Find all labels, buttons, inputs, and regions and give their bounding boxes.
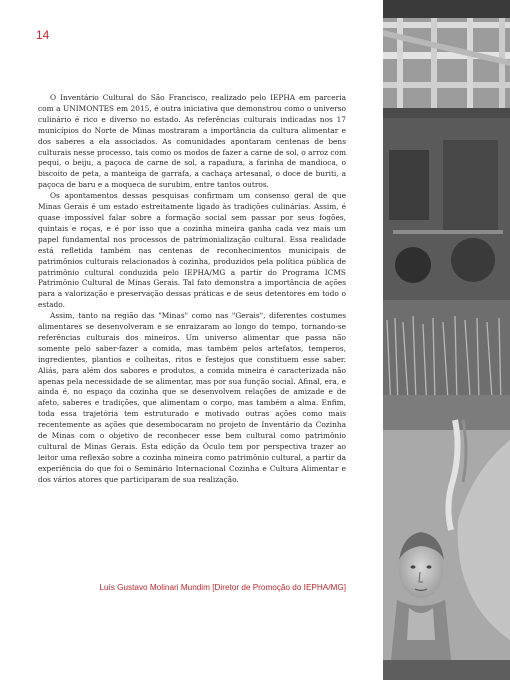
photo-illustration [383, 0, 510, 680]
article-paragraph-3: Assim, tanto na região das "Minas" como nas "Gerais", diferentes costumes alimentares se desenvolveram e se enraizaram ao longo do tempo, tornando-se referências culturais dos mineiros. Um universo alimentar que passa não somente pelo saber-fazer a comida, mas também pelos artefatos, temperos, ingredientes, plantios e colheitas, ritos e festejos que constituem esse saber. Aliás, para além dos sabores e produtos, a comida mineira é caracterizada não apenas pela necessidade de se alimentar, mas por sua função social. Afinal, era, e ainda é, no espaço da cozinha que se desenvolvem relações de amizade e de afeto, saberes e tradições, que alimentam o corpo, mas também a alma. Enfim, toda essa trajetória tem estruturado e motivado outras ações como mais recentemente as ações que desembocaram no projeto de Inventário da Cozinha de Minas com o objetivo de reconhecer esse bem cultural como patrimônio cultural de Minas Gerais. Esta edição da Óculo tem por perspectiva trazer ao leitor uma reflexão sobre a cozinha mineira como patrimônio cultural, a partir da experiência do que foi o Seminário Internacional Cozinha e Cultura Alimentar e dos vários atores que participaram de sua realização. [38, 311, 346, 484]
article-body [38, 93, 346, 486]
kitchen-interior-photo [383, 0, 510, 680]
article-paragraph-1: O Inventário Cultural do São Francisco, realizado pelo IEPHA em parceria com a UNIMONTES em 2015, é outra iniciativa que demonstrou como o universo culinário é rico e diverso no estado. As referências culturais indicadas nos 17 municípios do Norte de Minas mostraram a importância da cultura alimentar e dos saberes a ela associados. As comunidades apontaram centenas de bens culturais nesse processo, tais como os modos de fazer a carne de sol, o arroz com pequi, o beiju, a paçoca de carne de sol, a rapadura, a farinha de mandioca, o biscoito de peta, a manteiga de garrafa, a cachaça artesanal, o doce de buriti, a paçoca de baru e a moqueca de surubim, entre tantos outros. [38, 93, 346, 190]
author-signature: Luís Gustavo Molinari Mundim [Diretor de Promoção do IEPHA/MG] [99, 583, 346, 592]
page-number: 14 [36, 28, 50, 42]
article-paragraph-2: Os apontamentos dessas pesquisas confirmam um consenso geral de que Minas Gerais é um estado estreitamente ligado às tradições culinárias. Assim, é quase impossível falar sobre a formação social sem passar por seus fogões, quintais e roças, e é por isso que a cozinha mineira ganha cada vez mais um papel fundamental nos processos de patrimonialização cultural. Essa realidade está refletida também nas centenas de reconhecimentos municipais de patrimônios culturais relacionados à cozinha, produzidos pela política pública de patrimônio cultural conduzida pelo IEPHA/MG a partir do Programa ICMS Patrimônio Cultural de Minas Gerais. Tal fato demonstra a importância de ações para a valorização e preservação dessas práticas e de seus detentores em todo o estado. [38, 191, 346, 310]
